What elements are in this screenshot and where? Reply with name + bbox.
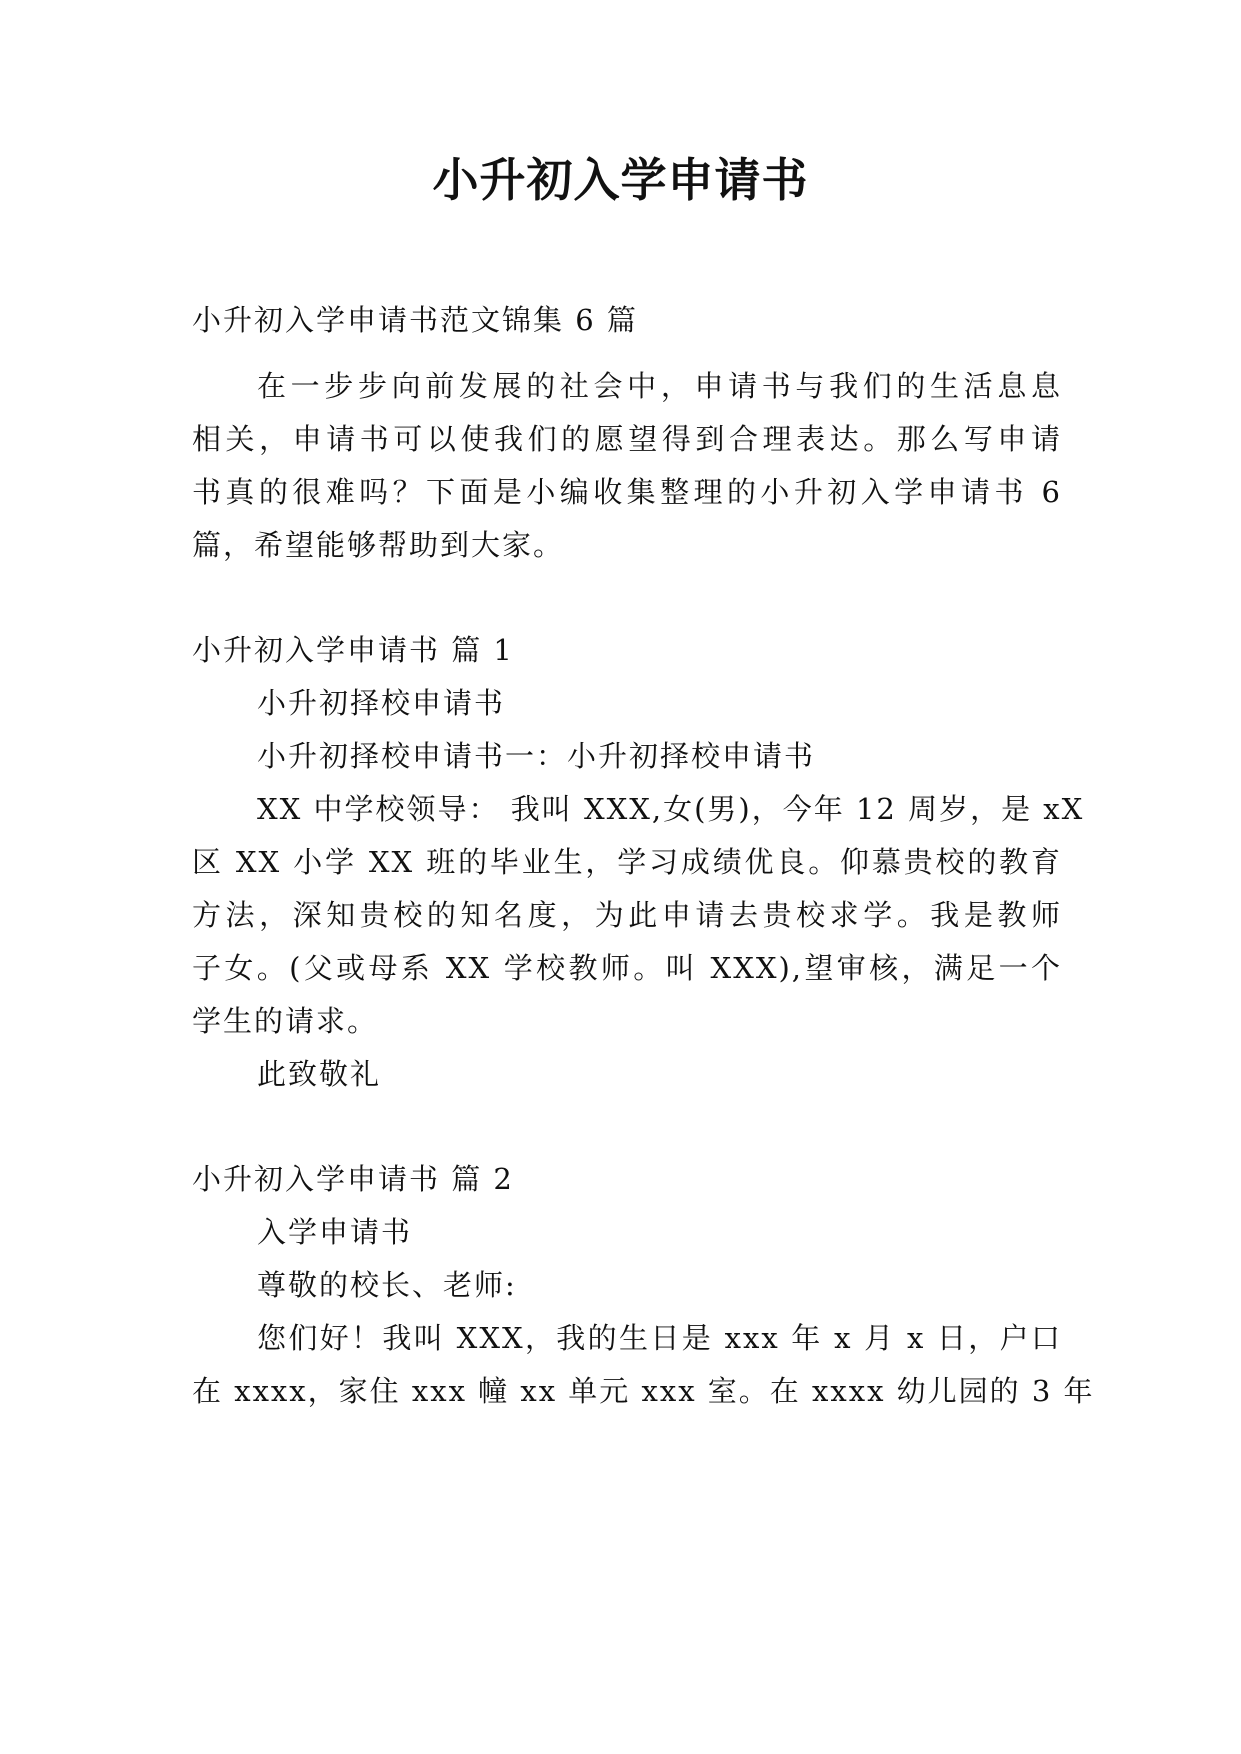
section2-heading: 小升初入学申请书 篇 2 [192,1162,514,1196]
section1-closing: 此致敬礼 [257,1057,382,1091]
section1-heading: 小升初入学申请书 篇 1 [192,633,514,667]
section1-body-line-2: 区 XX 小学 XX 班的毕业生，学习成绩优良。仰慕贵校的教育 [192,845,1062,879]
section1-body-line-4: 子女。(父或母系 XX 学校教师。叫 XXX),望审核，满足一个 [192,951,1062,985]
section1-subtitle: 小升初择校申请书 [257,686,506,720]
section1-body-line-5: 学生的请求。 [192,1004,379,1038]
section2-body-line-2: 在 xxxx，家住 xxx 幢 xx 单元 xxx 室。在 xxxx 幼儿园的 3 年 [192,1374,1095,1408]
intro-line-2: 相关，申请书可以使我们的愿望得到合理表达。那么写申请 [192,422,1062,456]
section2-subtitle: 入学申请书 [257,1215,413,1249]
section1-body-line-1: XX 中学校领导： 我叫 XXX,女(男)，今年 12 周岁，是 xX [257,792,1085,826]
intro-line-3: 书真的很难吗？下面是小编收集整理的小升初入学申请书 6 [192,475,1062,509]
document-subtitle: 小升初入学申请书范文锦集 6 篇 [192,303,638,337]
intro-line-4: 篇，希望能够帮助到大家。 [192,528,565,562]
intro-line-1: 在一步步向前发展的社会中，申请书与我们的生活息息 [257,369,1062,403]
section2-body-line-1: 您们好！我叫 XXX，我的生日是 xxx 年 x 月 x 日，户口 [257,1321,1062,1355]
section2-salutation: 尊敬的校长、老师: [257,1268,517,1302]
section1-body-line-3: 方法，深知贵校的知名度，为此申请去贵校求学。我是教师 [192,898,1062,932]
section1-subtitle2: 小升初择校申请书一：小升初择校申请书 [257,739,816,773]
document-title: 小升初入学申请书 [432,153,809,207]
